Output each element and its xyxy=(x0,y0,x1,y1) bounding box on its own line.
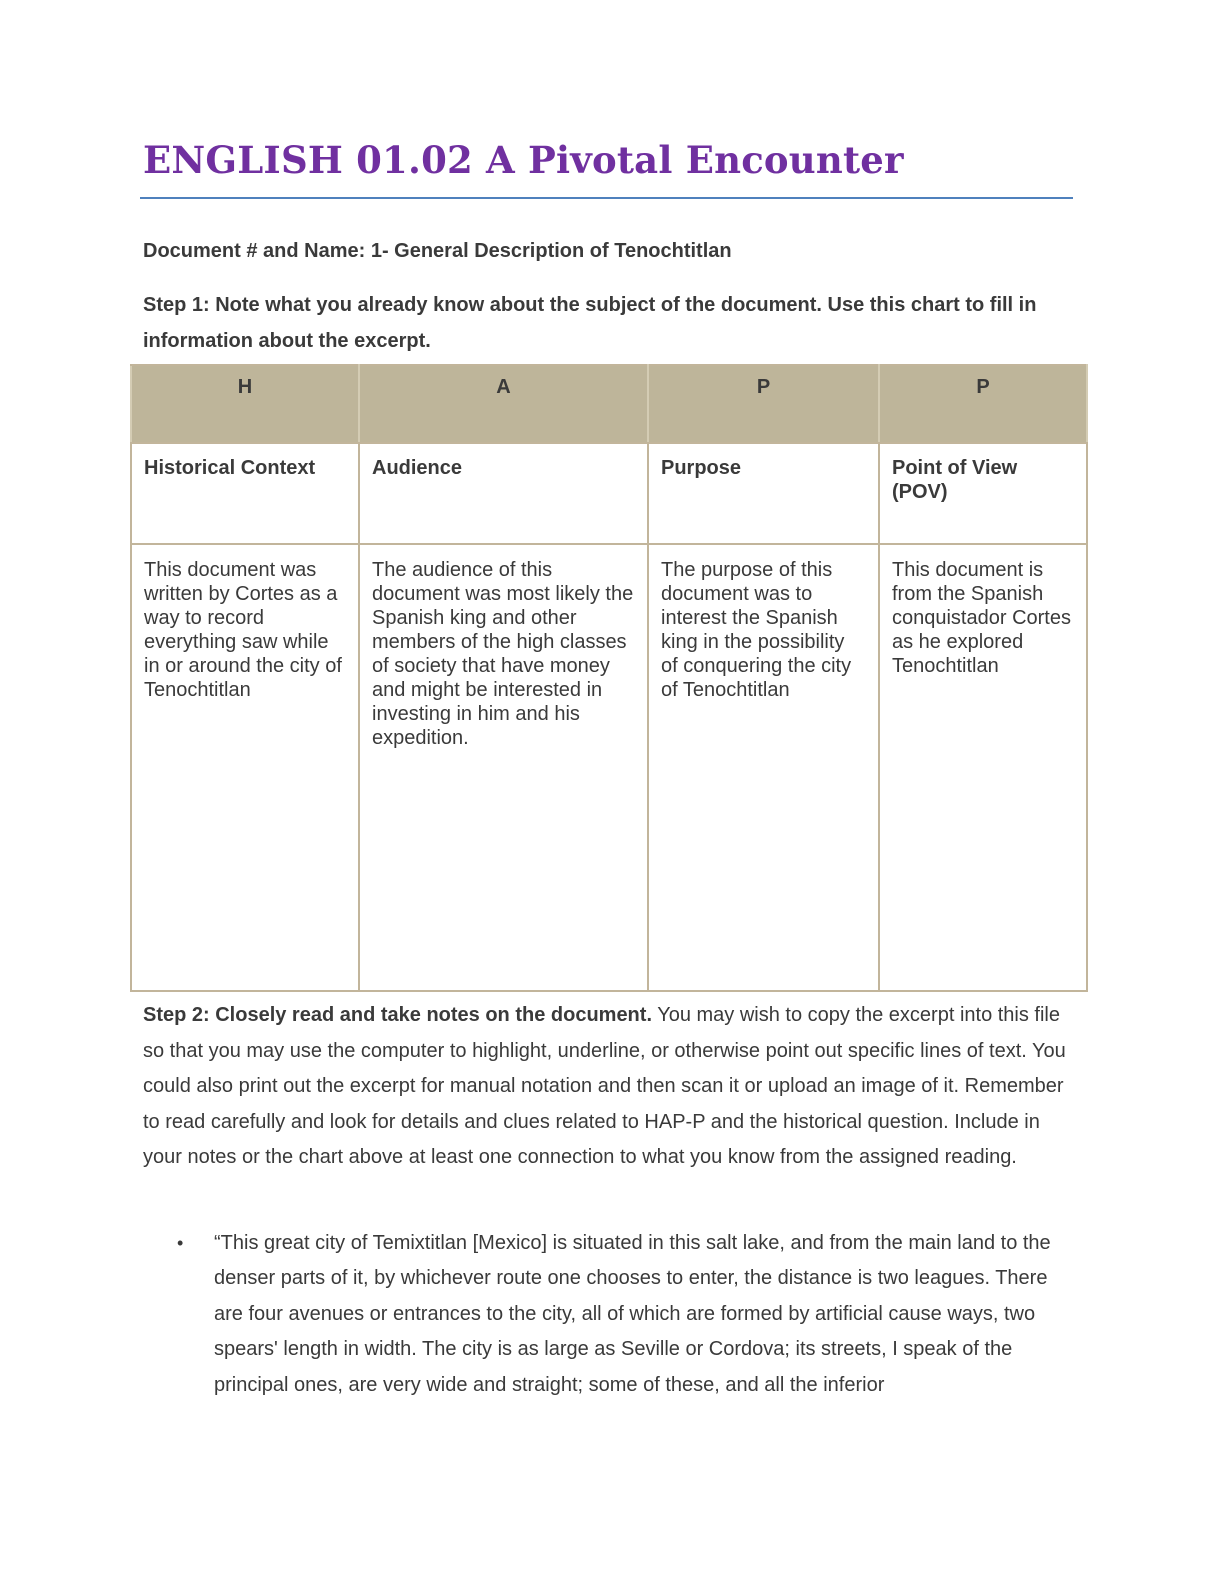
header-cell-a: A xyxy=(359,365,648,443)
happ-chart xyxy=(130,364,1088,992)
list-item xyxy=(143,1226,1078,1403)
response-row xyxy=(131,544,1087,991)
step2-instructions xyxy=(143,998,1078,1176)
document-name: Document # and Name: 1- General Description of Tenochtitlan xyxy=(143,240,732,262)
step2-heading: Step 2: Closely read and take notes on the document. xyxy=(143,1004,652,1026)
response-purpose[interactable]: The purpose of this document was to interest the Spanish king in the possibility of conquering the city of Tenochtitlan xyxy=(648,544,879,991)
header-cell-p-purpose: P xyxy=(648,365,879,443)
response-point-of-view[interactable]: This document is from the Spanish conquistador Cortes as he explored Tenochtitlan xyxy=(879,544,1087,991)
quote-list xyxy=(143,1226,1078,1403)
label-historical-context: Historical Context xyxy=(131,443,359,544)
response-audience[interactable]: The audience of this document was most likely the Spanish king and other members of the high classes of society that have money and might be interested in investing in him and his expedition. xyxy=(359,544,648,991)
label-row xyxy=(131,443,1087,544)
response-historical-context[interactable]: This document was written by Cortes as a way to record everything saw while in or around the city of Tenochtitlan xyxy=(131,544,359,991)
bullet-icon: • xyxy=(177,1233,184,1253)
label-purpose: Purpose xyxy=(648,443,879,544)
header-cell-p-pov: P xyxy=(879,365,1087,443)
step2-body: You may wish to copy the excerpt into this file so that you may use the computer to highlight, underline, or otherwise point out specific lines of text. You could also print out the excerpt for manual notation and then scan it or upload an image of it. Remember to read carefully and look for details and clues related to HAP-P and the historical question. Include in your notes or the chart above at least one connection to what you know from the assigned reading. xyxy=(143,1004,1066,1168)
step1-instructions: Step 1: Note what you already know about the subject of the document. Use this chart to fill in information about the excerpt. xyxy=(143,294,1037,352)
header-cell-h: H xyxy=(131,365,359,443)
header-row xyxy=(131,365,1087,443)
label-audience: Audience xyxy=(359,443,648,544)
page-title: ENGLISH 01.02 A Pivotal Encounter xyxy=(143,138,904,182)
title-underline xyxy=(140,197,1073,199)
label-point-of-view: Point of View (POV) xyxy=(879,443,1087,544)
excerpt-quote: “This great city of Temixtitlan [Mexico] is situated in this salt lake, and from the main land to the denser parts of it, by whichever route one chooses to enter, the distance is two leagues. There are four avenues or entrances to the city, all of which are formed by artificial cause ways, two spears' length in width. The city is as large as Seville or Cordova; its streets, I speak of the principal ones, are very wide and straight; some of these, and all the inferior xyxy=(214,1232,1051,1396)
